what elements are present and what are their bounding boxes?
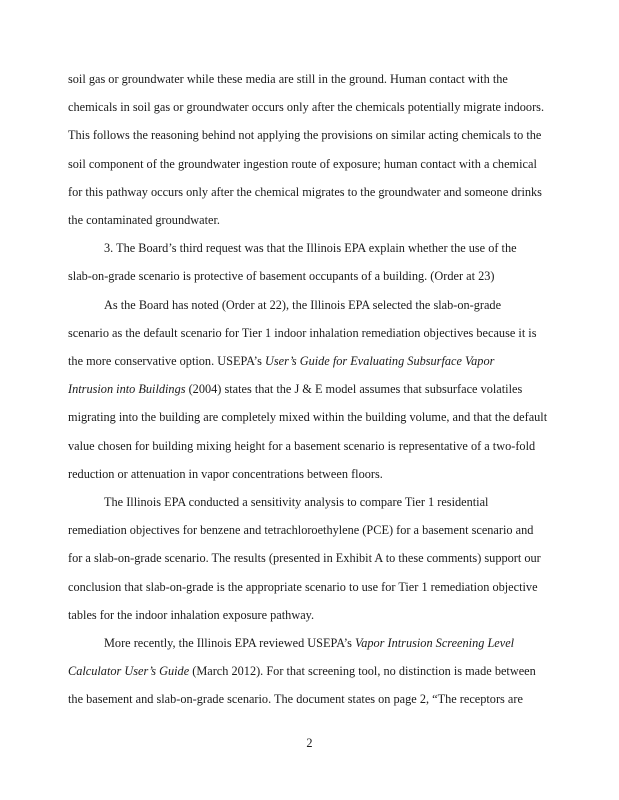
text-line — [68, 150, 558, 178]
body-text: tables for the indoor inhalation exposure pathway. — [68, 607, 315, 622]
text-line — [68, 629, 558, 657]
text-line — [68, 121, 558, 149]
text-line — [68, 657, 558, 685]
document-body — [68, 65, 558, 714]
text-line — [68, 460, 558, 488]
text-line — [68, 319, 558, 347]
body-text: the contaminated groundwater. — [68, 213, 220, 228]
text-line — [68, 488, 558, 516]
paragraph — [68, 291, 558, 488]
paragraph — [68, 234, 558, 290]
text-line — [68, 432, 558, 460]
text-line — [68, 403, 558, 431]
text-line — [68, 178, 558, 206]
paragraph — [68, 488, 558, 629]
text-line — [68, 516, 558, 544]
text-line — [68, 347, 558, 375]
body-text: The Illinois EPA conducted a sensitivity analysis to compare Tier 1 residential — [104, 495, 489, 510]
body-text: slab-on-grade scenario is protective of basement occupants of a building. (Order at 23) — [68, 269, 495, 284]
text-line — [68, 262, 558, 290]
italic-title-text: Vapor Intrusion Screening Level — [355, 636, 515, 651]
body-text: remediation objectives for benzene and tetrachloroethylene (PCE) for a basement scenario and — [68, 523, 534, 538]
body-text: As the Board has noted (Order at 22), the Illinois EPA selected the slab-on-grade — [104, 297, 502, 312]
body-text: the more conservative option. USEPA’s — [68, 354, 265, 369]
text-line — [68, 544, 558, 572]
paragraph — [68, 65, 558, 234]
text-line — [68, 93, 558, 121]
body-text: More recently, the Illinois EPA reviewed USEPA’s — [104, 636, 356, 651]
body-text: scenario as the default scenario for Tier 1 indoor inhalation remediation objectives because it is — [68, 325, 537, 340]
italic-title-text: Intrusion into Buildings — [68, 382, 186, 397]
body-text: 3. The Board’s third request was that the Illinois EPA explain whether the use of the — [104, 241, 517, 256]
text-line — [68, 685, 558, 713]
body-text: value chosen for building mixing height for a basement scenario is representative of a two-fold — [68, 438, 536, 453]
paragraph — [68, 629, 558, 714]
body-text: the basement and slab-on-grade scenario. The document states on page 2, “The receptors are — [68, 692, 523, 707]
text-line — [68, 206, 558, 234]
body-text: chemicals in soil gas or groundwater occurs only after the chemicals potentially migrate indoors. — [68, 100, 545, 115]
text-line — [68, 65, 558, 93]
text-line — [68, 601, 558, 629]
italic-title-text: Calculator User’s Guide — [68, 664, 190, 679]
body-text: soil component of the groundwater ingestion route of exposure; human contact with a chemical — [68, 156, 537, 171]
body-text: for a slab-on-grade scenario. The results (presented in Exhibit A to these comments) support our — [68, 551, 541, 566]
text-line — [68, 573, 558, 601]
text-line — [68, 291, 558, 319]
body-text: conclusion that slab-on-grade is the appropriate scenario to use for Tier 1 remediation objective — [68, 579, 538, 594]
text-line — [68, 234, 558, 262]
body-text: (March 2012). For that screening tool, no distinction is made between — [189, 664, 536, 679]
italic-title-text: User’s Guide for Evaluating Subsurface Vapor — [264, 354, 495, 369]
body-text: reduction or attenuation in vapor concentrations between floors. — [68, 466, 383, 481]
body-text: This follows the reasoning behind not applying the provisions on similar acting chemicals to the — [68, 128, 542, 143]
text-line — [68, 375, 558, 403]
body-text: for this pathway occurs only after the chemical migrates to the groundwater and someone drinks — [68, 184, 542, 199]
body-text: soil gas or groundwater while these media are still in the ground. Human contact with the — [68, 72, 508, 86]
page-number: 2 — [306, 736, 313, 750]
body-text: migrating into the building are completely mixed within the building volume, and that the default — [68, 410, 548, 425]
body-text: (2004) states that the J & E model assumes that subsurface volatiles — [185, 382, 523, 397]
